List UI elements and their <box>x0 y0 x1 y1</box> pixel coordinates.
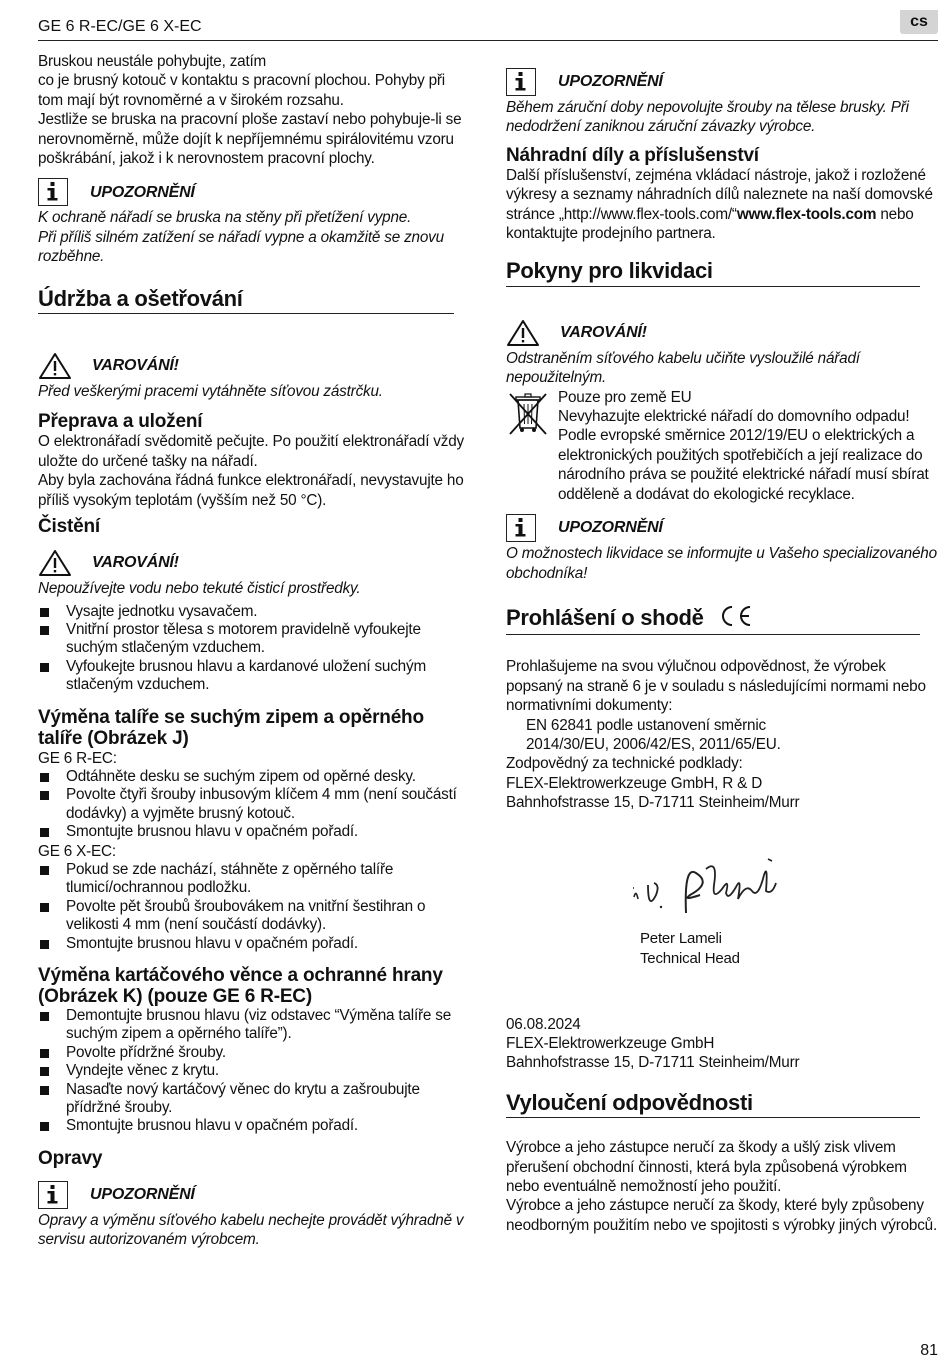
notice-title: UPOZORNĚNÍ <box>558 73 663 91</box>
list-item: Pokud se zde nachází, stáhněte z opěrného talíře tlumicí/ochrannou podložku. <box>38 861 470 898</box>
notice-text: O možnostech likvidace se informujte u Vašeho specializovaného obchodníka! <box>506 545 937 582</box>
parts-text-a: Další příslušenství, zejména vkládací nástroje, jakož i rozložené výkresy a seznamy náhradních dílů naleznete na naší domovské stránce „http://www.flex-tools.com/“ <box>506 166 933 223</box>
list-item: Vyfoukejte brusnou hlavu a kardanové uložení suchým stlačeným vzduchem. <box>38 658 470 695</box>
header-title: GE 6 R-EC/GE 6 X-EC <box>38 18 202 35</box>
company-name: FLEX-Elektrowerkzeuge GmbH <box>506 1034 715 1052</box>
warning-water <box>38 547 470 598</box>
language-badge: cs <box>900 10 938 34</box>
notice-repairs <box>38 1179 470 1250</box>
list-item: Povolte čtyři šrouby inbusovým klíčem 4 mm (není součástí dodávky) a vyjměte brusný kotouč. <box>38 786 470 823</box>
brush-list <box>38 1007 470 1136</box>
conformity-heading-text: Prohlášení o shodě <box>506 604 704 630</box>
notice-dealer <box>506 512 938 583</box>
page-number: 81 <box>920 1342 938 1359</box>
pad-heading: Výměna talíře se suchým zipem a opěrného talíře (Obrázek J) <box>38 706 424 749</box>
warning-triangle-icon <box>38 549 72 577</box>
intro-line-2: co je brusný kotouč v kontaktu s pracovní plochou. Pohyby při tom mají být rovnoměrné a v širokém rozsahu. <box>38 72 445 109</box>
warning-text: Nepoužívejte vodu nebo tekuté čisticí prostředky. <box>38 580 361 598</box>
conformity-intro: Prohlašujeme na svou výlučnou odpovědnost, že výrobek popsaný na straně 6 je v souladu s následujícími normami nebo normativními dokumenty: <box>506 658 926 715</box>
warning-title: VAROVÁNÍ! <box>92 357 179 375</box>
weee-block <box>506 388 938 504</box>
list-item: Povolte přídržné šrouby. <box>38 1044 470 1062</box>
company-name: FLEX-Elektrowerkzeuge GmbH, R & D <box>506 774 763 792</box>
notice-text: Během záruční doby nepovolujte šrouby na tělese brusky. Při nedodržení zaniknou záruční závazky výrobce. <box>506 99 909 136</box>
warning-text: Před veškerými pracemi vytáhněte síťovou zástrčku. <box>38 383 383 401</box>
signature-block <box>626 855 938 983</box>
notice-overload <box>38 176 470 266</box>
warning-title: VAROVÁNÍ! <box>560 324 647 342</box>
info-icon <box>38 1181 68 1209</box>
transport-text: Aby byla zachována řádná funkce elektronářadí, nevystavujte ho příliš vysokým teplotám (vyšším než 50 °C). <box>38 472 464 509</box>
info-icon <box>38 178 68 206</box>
warning-title: VAROVÁNÍ! <box>92 554 179 572</box>
company-address: Bahnhofstrasse 15, D-71711 Steinheim/Murr <box>506 794 800 812</box>
notice-screws <box>506 66 938 137</box>
list-item: Vnitřní prostor tělesa s motorem pravidelně vyfoukejte suchým stlačeným vzduchem. <box>38 621 470 658</box>
list-item: Demontujte brusnou hlavu (viz odstavec “Výměna talíře se suchým zipem a opěrného talíře”). <box>38 1007 470 1044</box>
ce-mark-icon <box>717 605 753 629</box>
list-item: Smontujte brusnou hlavu v opačném pořadí. <box>38 935 470 953</box>
notice-text: Opravy a výměnu síťového kabelu nechejte provádět výhradně v servisu autorizovaném výrobcem. <box>38 1211 464 1249</box>
pad-list-r <box>38 768 470 842</box>
pad-list-x <box>38 861 470 953</box>
list-item: Vysajte jednotku vysavačem. <box>38 603 470 621</box>
list-item: Smontujte brusnou hlavu v opačném pořadí. <box>38 823 470 841</box>
liability-text: Výrobce a jeho zástupce neručí za škody, které byly způsobeny neodborným použitím nebo ve spojitosti s výrobky jiných výrobců. <box>506 1197 938 1234</box>
warning-disposal <box>506 317 938 388</box>
signer-name: Peter Lameli <box>640 929 722 947</box>
info-icon <box>506 514 536 542</box>
notice-text: Při příliš silném zatížení se nářadí vypne a okamžitě se znovu rozběhne. <box>38 228 444 266</box>
right-column <box>506 66 938 1235</box>
cleaning-list <box>38 603 470 695</box>
norm-line: EN 62841 podle ustanovení směrnic <box>526 716 767 734</box>
parts-text <box>506 166 938 244</box>
responsible-label: Zodpovědný za technické podklady: <box>506 755 743 773</box>
liability-heading: Vyloučení odpovědnosti <box>506 1093 920 1118</box>
transport-text: O elektronářadí svědomitě pečujte. Po použití elektronářadí vždy uložte do určené tašky na nářadí. <box>38 433 464 470</box>
list-item: Nasaďte nový kartáčový věnec do krytu a zašroubujte přídržné šrouby. <box>38 1081 470 1118</box>
parts-text-b: nebo kontaktujte prodejního partnera. <box>506 205 914 243</box>
brush-heading: Výměna kartáčového věnce a ochranné hrany (Obrázek K) (pouze GE 6 R-EC) <box>38 965 443 1007</box>
signature-image <box>626 855 796 927</box>
list-item: Smontujte brusnou hlavu v opačném pořadí. <box>38 1117 470 1135</box>
cleaning-heading: Čistění <box>38 516 100 538</box>
signer-role: Technical Head <box>640 949 740 967</box>
disposal-heading: Pokyny pro likvidaci <box>506 261 920 286</box>
warning-triangle-icon <box>506 319 540 347</box>
warning-unplug <box>38 350 470 401</box>
intro-line-1: Bruskou neustále pohybujte, zatím <box>38 53 267 70</box>
notice-title: UPOZORNĚNÍ <box>90 1186 195 1204</box>
notice-title: UPOZORNĚNÍ <box>558 519 663 537</box>
intro-paragraph: Jestliže se bruska na pracovní ploše zastaví nebo pohybuje-li se nerovnoměrně, může dojít k nepříjemnému spirálovitému vzoru poškrábání, jakož i k nerovnostem pracovní plochy. <box>38 111 462 168</box>
maintenance-heading: Údržba a ošetřování <box>38 289 454 314</box>
list-item: Povolte pět šroubů šroubovákem na vnitřní šestihran o velikosti 4 mm (není součástí dodávky). <box>38 898 470 935</box>
model-label: GE 6 X-EC: <box>38 842 116 860</box>
warning-triangle-icon <box>38 352 72 380</box>
left-column <box>38 52 470 1250</box>
repairs-heading: Opravy <box>38 1147 103 1169</box>
conformity-date: 06.08.2024 <box>506 1015 581 1033</box>
warning-text: Odstraněním síťového kabelu učiňte vysloužilé nářadí nepoužitelným. <box>506 349 860 387</box>
transport-heading: Přeprava a uložení <box>38 411 203 433</box>
list-item: Vyndejte věnec z krytu. <box>38 1062 470 1080</box>
page-header <box>38 14 938 41</box>
website-link[interactable]: www.flex-tools.com <box>736 205 877 223</box>
notice-title: UPOZORNĚNÍ <box>90 183 195 201</box>
info-icon <box>506 68 536 96</box>
liability-text: Výrobce a jeho zástupce neručí za škody a ušlý zisk vlivem přerušení obchodní činnosti, která byla způsobená výrobkem nebo eventuálně nemožností jeho použití. <box>506 1139 907 1195</box>
eu-only-label: Pouze pro země EU <box>558 388 692 406</box>
company-address: Bahnhofstrasse 15, D-71711 Steinheim/Murr <box>506 1054 800 1072</box>
conformity-heading <box>506 605 920 635</box>
list-item: Odtáhněte desku se suchým zipem od opěrné desky. <box>38 768 470 786</box>
parts-heading: Náhradní díly a příslušenství <box>506 144 759 166</box>
norm-line: 2014/30/EU, 2006/42/ES, 2011/65/EU. <box>526 735 781 753</box>
notice-text: K ochraně nářadí se bruska na stěny při přetížení vypne. <box>38 209 412 227</box>
weee-text: Nevyhazujte elektrické nářadí do domovního odpadu! Podle evropské směrnice 2012/19/EU o elektrických a elektronických použitých spotřebičích a její realizace do národního práva se použité elektrické nářadí musí sbírat odděleně a dodávat do ekologické recyklace. <box>558 408 929 503</box>
crossed-bin-icon <box>506 388 558 504</box>
model-label: GE 6 R-EC: <box>38 749 117 767</box>
